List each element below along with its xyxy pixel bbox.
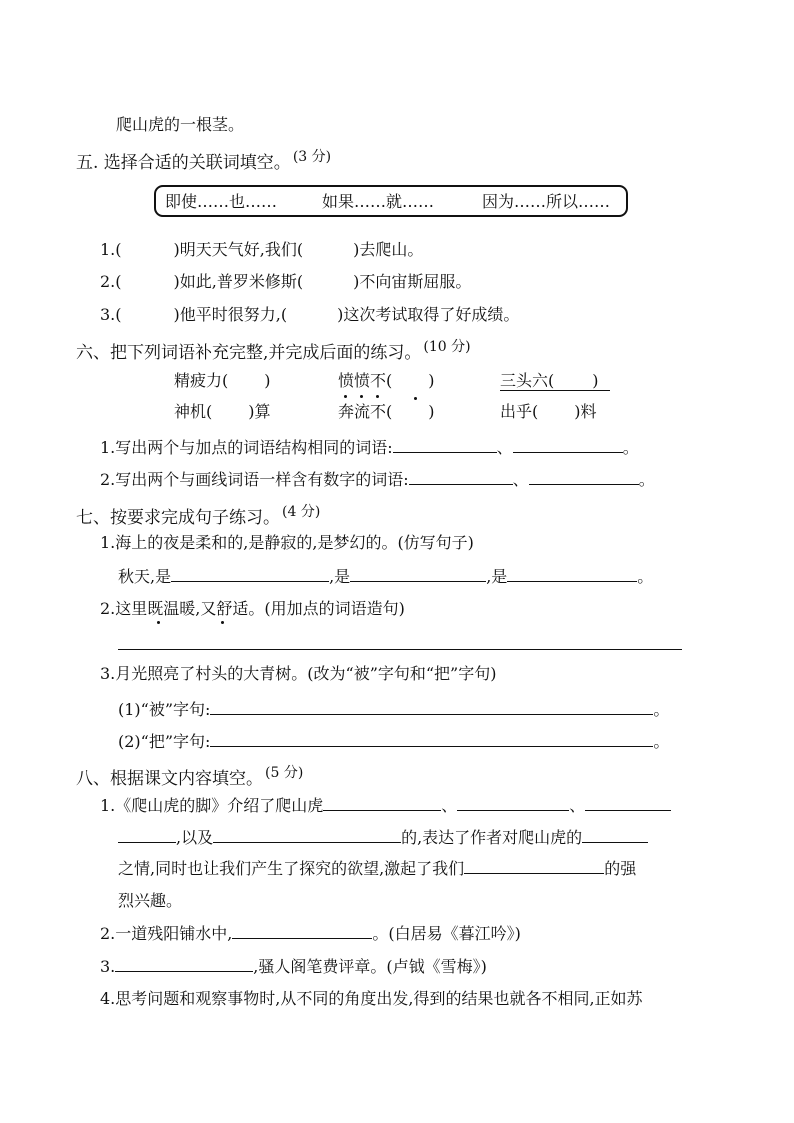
s5-q2-mid: )如此,普罗米修斯( <box>173 272 304 291</box>
idiom-1-close: ) <box>264 371 271 390</box>
s7-question-2: 2.这里既温暖,又舒适。(用加点的词语造句) <box>100 599 405 618</box>
answer-line[interactable] <box>171 566 329 582</box>
s6-q2-prompt: 2.写出两个与画线词语一样含有数字的词语: <box>100 470 409 489</box>
s8-q1-text: 之情,同时也让我们产生了探究的欲望,激起了我们 <box>118 859 465 878</box>
section-6-score: (10 分) <box>423 339 471 355</box>
idiom-5-close: ) <box>428 402 435 421</box>
section-7-heading <box>76 504 321 530</box>
emphasis-dot <box>414 397 417 400</box>
s8-q1-text: ,以及 <box>176 828 214 847</box>
s8-q2-source: 。(白居易《暮江吟》) <box>372 924 521 943</box>
s5-q3-end: )这次考试取得了好成绩。 <box>337 305 520 324</box>
s5-q1-num: 1.( <box>100 240 122 259</box>
section-6-heading <box>76 339 471 365</box>
section-5-title: 五. 选择合适的关联词填空。 <box>76 153 291 173</box>
idiom-4-close: )算 <box>248 402 271 421</box>
answer-line[interactable] <box>118 649 682 650</box>
fill-mid: ,是 <box>486 567 508 586</box>
emphasis-dot <box>344 395 347 398</box>
idiom-2-text: 愤愤不( <box>338 371 393 390</box>
idiom-2-close: ) <box>428 371 435 390</box>
answer-line[interactable] <box>457 795 569 811</box>
s5-q1-end: )去爬山。 <box>353 240 424 259</box>
idiom-6 <box>500 401 597 423</box>
s8-q3-source: ,骚人阁笔费评章。(卢钺《雪梅》) <box>253 957 487 976</box>
section-7-score: (4 分) <box>282 504 321 520</box>
answer-line[interactable] <box>409 469 513 485</box>
emphasis-dot <box>157 621 160 624</box>
section-5-score: (3 分) <box>292 149 332 165</box>
separator: 、 <box>496 438 513 457</box>
answer-line[interactable] <box>529 469 639 485</box>
idiom-6-text: 出乎( <box>500 402 539 421</box>
s8-question-2 <box>100 923 521 945</box>
section-8-score: (5 分) <box>265 765 304 781</box>
idiom-4-text: 神机( <box>174 402 213 421</box>
s5-question-2 <box>100 271 471 293</box>
period: 。 <box>622 438 639 457</box>
idiom-2 <box>338 370 435 392</box>
s7-question-3: 3.月光照亮了村头的大青树。(改为“被”字句和“把”字句) <box>100 664 497 683</box>
answer-line[interactable] <box>393 437 497 453</box>
s8-question-3 <box>100 956 487 978</box>
answer-line[interactable] <box>210 699 653 715</box>
conjunction-option-2: 如果……就…… <box>322 192 435 211</box>
emphasis-dot <box>376 395 379 398</box>
bei-label: (1)“被”字句: <box>118 700 211 719</box>
answer-line[interactable] <box>350 566 486 582</box>
answer-line[interactable] <box>585 795 671 811</box>
period: 。 <box>637 567 654 586</box>
s5-q1-mid: )明天天气好,我们( <box>173 240 304 259</box>
s7-question-1: 1.海上的夜是柔和的,是静寂的,是梦幻的。(仿写句子) <box>100 533 474 552</box>
answer-line[interactable] <box>118 827 176 843</box>
s8-q1-text: 的,表达了作者对爬山虎的 <box>401 828 583 847</box>
s8-q1-text: 的强 <box>604 859 637 878</box>
period: 。 <box>653 700 670 719</box>
answer-line[interactable] <box>213 827 401 843</box>
s8-question-1-line-4: 烈兴趣。 <box>118 891 183 910</box>
answer-line[interactable] <box>115 956 253 972</box>
period: 。 <box>653 732 670 751</box>
idiom-5 <box>338 401 435 423</box>
idiom-3-close: ) <box>592 371 599 390</box>
answer-line[interactable] <box>507 566 637 582</box>
separator: 、 <box>569 796 586 815</box>
answer-line[interactable] <box>464 858 604 874</box>
section-8-heading <box>76 765 304 791</box>
s5-q2-end: )不向宙斯屈服。 <box>353 272 472 291</box>
s6-question-1 <box>100 437 639 459</box>
s7-q3-bei <box>118 699 669 721</box>
s8-question-1-line-2 <box>118 827 648 849</box>
separator: 、 <box>441 796 458 815</box>
idiom-3-underline <box>500 390 610 391</box>
s7-q3-ba <box>118 731 669 753</box>
section-5-heading <box>76 149 332 175</box>
continued-text: 爬山虎的一根茎。 <box>116 115 245 134</box>
s8-q3-num: 3. <box>100 957 116 976</box>
idiom-1-text: 精疲力( <box>174 371 229 390</box>
section-7-title: 七、按要求完成句子练习。 <box>76 508 280 528</box>
s6-question-2 <box>100 469 655 491</box>
s5-question-3 <box>100 304 519 326</box>
s8-question-1-line-1 <box>100 795 671 817</box>
section-6-title: 六、把下列词语补充完整,并完成后面的练习。 <box>76 343 422 363</box>
idiom-1 <box>174 370 271 392</box>
answer-line[interactable] <box>210 731 653 747</box>
idiom-3 <box>500 370 599 392</box>
s8-question-1-line-3 <box>118 858 636 880</box>
conjunction-option-3: 因为……所以…… <box>482 192 611 211</box>
separator: 、 <box>512 470 529 489</box>
answer-line[interactable] <box>232 923 372 939</box>
s6-q1-prompt: 1.写出两个与加点的词语结构相同的词语: <box>100 438 393 457</box>
s5-question-1 <box>100 239 423 261</box>
idiom-4 <box>174 401 271 423</box>
ba-label: (2)“把”字句: <box>118 732 211 751</box>
answer-line[interactable] <box>582 827 648 843</box>
s5-q2-num: 2.( <box>100 272 122 291</box>
emphasis-dot <box>221 621 224 624</box>
conjunction-option-1: 即使……也…… <box>165 192 278 211</box>
s8-question-4: 4.思考问题和观察事物时,从不同的角度出发,得到的结果也就各不相同,正如苏 <box>100 989 643 1008</box>
period: 。 <box>638 470 655 489</box>
s8-q2-prompt: 2.一道残阳铺水中, <box>100 924 233 943</box>
s5-q3-mid: )他平时很努力,( <box>173 305 288 324</box>
answer-line[interactable] <box>513 437 623 453</box>
s7-q1-fill <box>118 566 653 588</box>
idiom-6-close: )料 <box>574 402 597 421</box>
fill-mid: ,是 <box>329 567 351 586</box>
idiom-3-text: 三头六( <box>500 371 555 390</box>
emphasis-dot <box>360 395 363 398</box>
s5-q3-num: 3.( <box>100 305 122 324</box>
section-8-title: 八、根据课文内容填空。 <box>76 769 263 789</box>
s8-q1-prompt: 1.《爬山虎的脚》介绍了爬山虎 <box>100 796 324 815</box>
conjunction-word-box <box>154 185 628 217</box>
answer-line[interactable] <box>323 795 441 811</box>
idiom-5-text: 奔流不( <box>338 402 393 421</box>
fill-prefix: 秋天,是 <box>118 567 172 586</box>
